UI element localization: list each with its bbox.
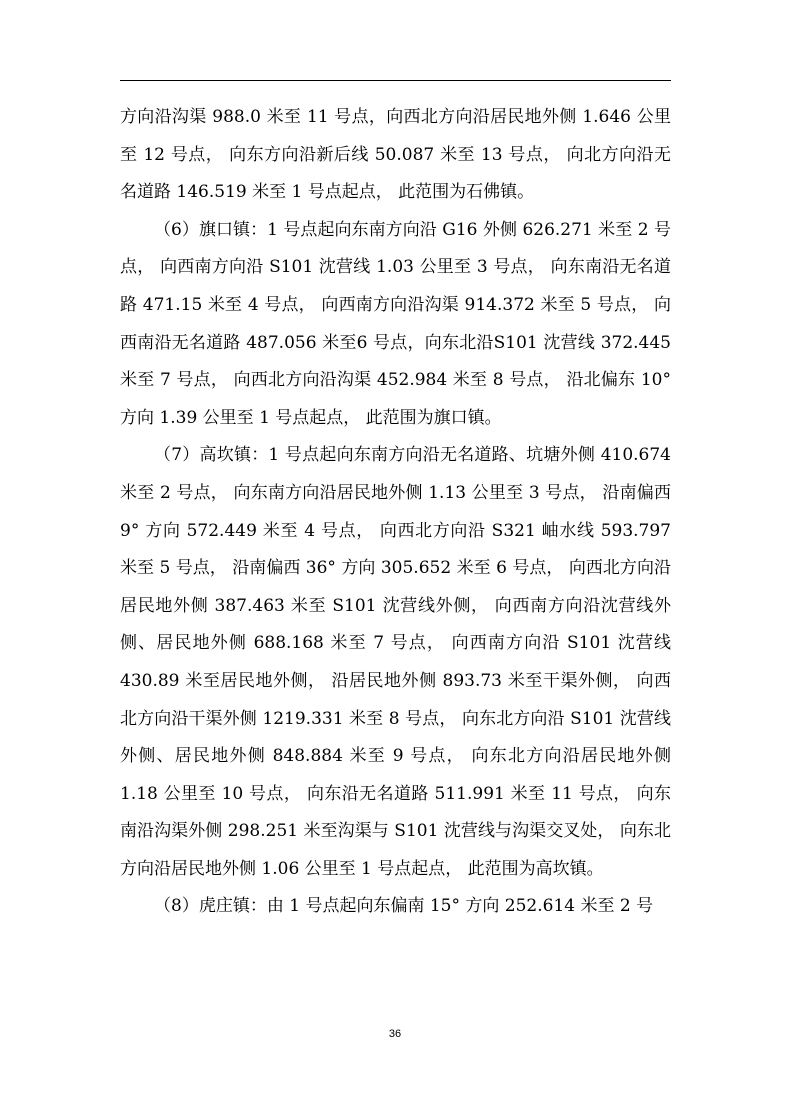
paragraph-shifo-continued: 方向沿沟渠 988.0 米至 11 号点，向西北方向沿居民地外侧 1.646 公里至 12 号点， 向东方向沿新后线 50.087 米至 13 号点， 向北方向沿无名道路 146.519 米至 1 号点起点， 此范围为石佛镇。 bbox=[120, 107, 671, 203]
paragraph-gaokan-town: （7）高坎镇：1 号点起向东南方向沿无名道路、坑塘外侧 410.674 米至 2 号点， 向东南方向沿居民地外侧 1.13 公里至 3 号点， 沿南偏西 9° 方向 572.449 米至 4 号点， 向西北方向沿 S321 岫水线 593.797 米至 5 号点， 沿南偏西 36° 方向 305.652 米至 6 号点， 向西北方向沿居民地外侧 387.463 米至 S101 沈营线外侧， 向西南方向沿沈营线外侧、居民地外侧 688.168 米至 7 号点， 向西南方向沿 S101 沈营线 430.89 米至居民地外侧， 沿居民地外侧 893.73 米至干渠外侧， 向西北方向沿干渠外侧 1219.331 米至 8 号点， 向东北方向沿 S101 沈营线外侧、居民地外侧 848.884 米至 9 号点， 向东北方向沿居民地外侧 1.18 公里至 10 号点， 向东沿无名道路 511.991 米至 11 号点， 向东南沿沟渠外侧 298.251 米至沟渠与 S101 沈营线与沟渠交叉处， 向东北方向沿居民地外侧 1.06 公里至 1 号点起点， 此范围为高坎镇。 bbox=[120, 445, 671, 879]
header-rule bbox=[120, 80, 671, 81]
paragraph-qikou-town: （6）旗口镇：1 号点起向东南方向沿 G16 外侧 626.271 米至 2 号点， 向西南方向沿 S101 沈营线 1.03 公里至 3 号点， 向东南沿无名道路 471.15 米至 4 号点， 向西南方向沿沟渠 914.372 米至 5 号点， 向西南沿无名道路 487.056 米至6 号点，向东北沿S101 沈营线 372.445 米至 7 号点， 向西北方向沿沟渠 452.984 米至 8 号点， 沿北偏东 10° 方向 1.39 公里至 1 号点起点， 此范围为旗口镇。 bbox=[120, 219, 671, 428]
paragraph-huzhuang-town: （8）虎庄镇：由 1 号点起向东偏南 15° 方向 252.614 米至 2 号 bbox=[154, 896, 654, 917]
body-text bbox=[120, 99, 671, 926]
page-number: 36 bbox=[388, 1028, 402, 1040]
